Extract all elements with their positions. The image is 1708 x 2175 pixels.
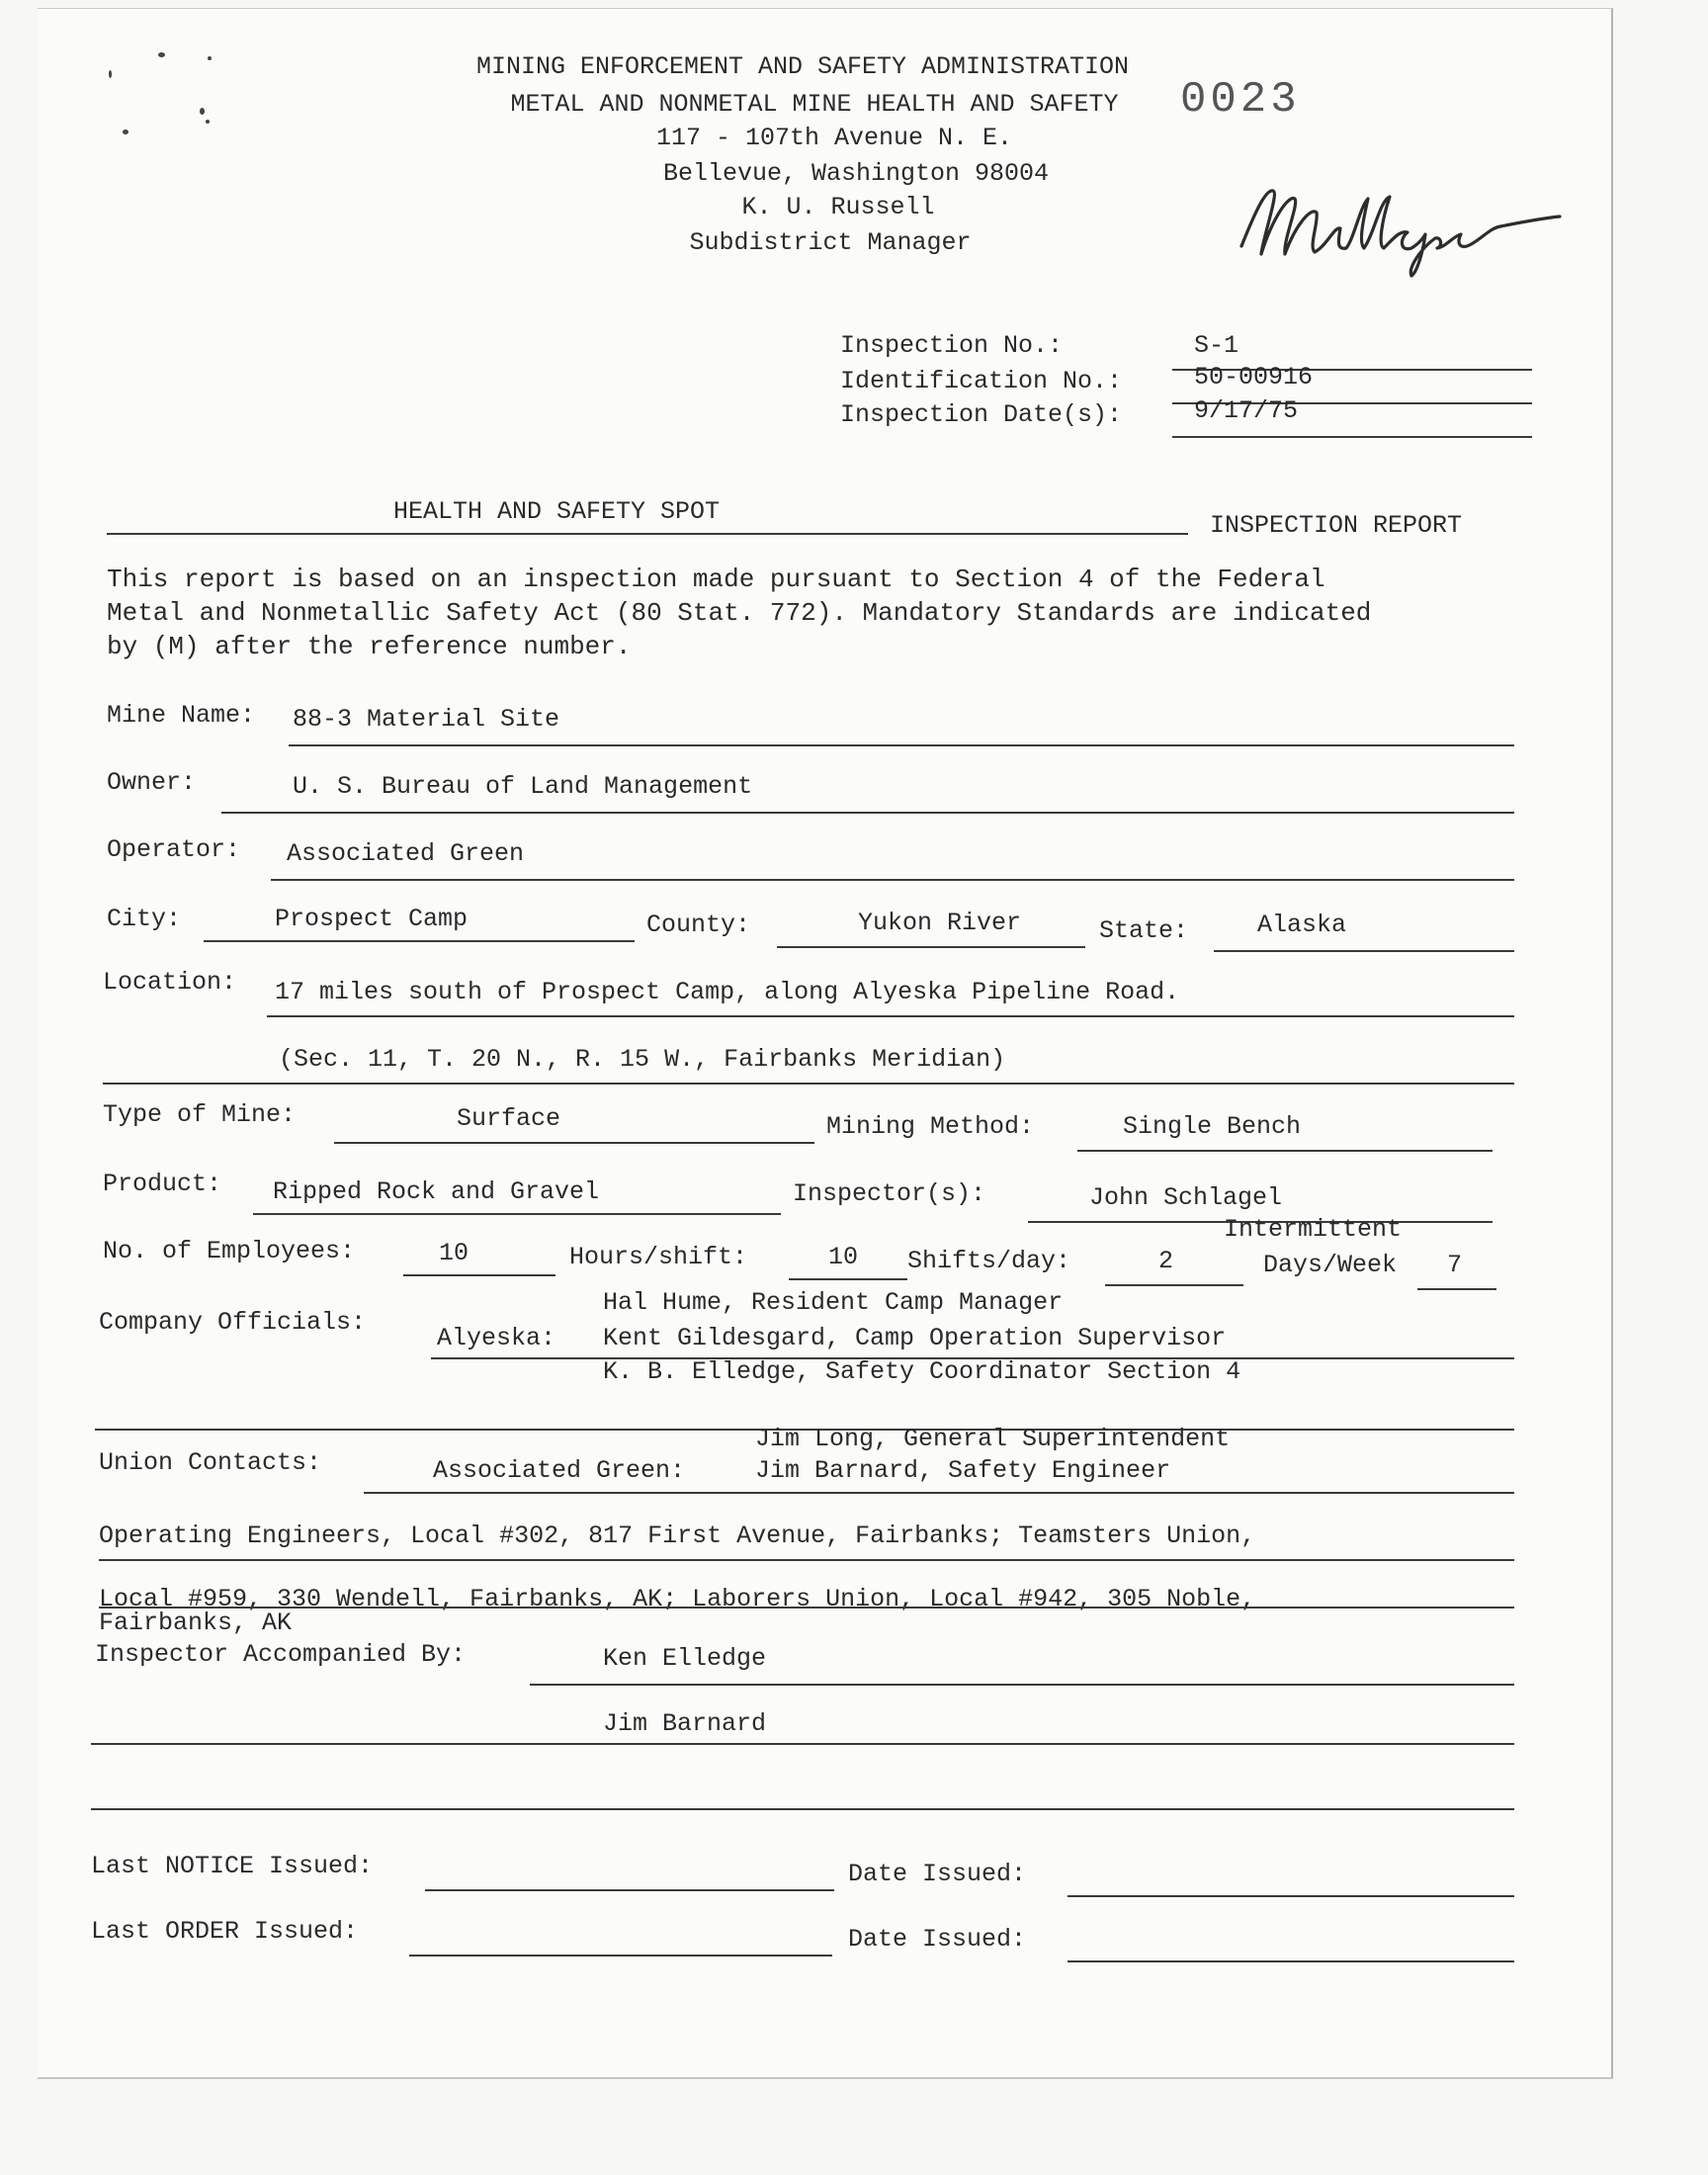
location-line-1 [267, 1015, 1514, 1017]
last-notice-line [425, 1889, 834, 1891]
mining-method-line [1077, 1150, 1493, 1152]
last-order-label: Last ORDER Issued: [91, 1917, 359, 1946]
report-type-value: HEALTH AND SAFETY SPOT [393, 497, 721, 526]
hours-label: Hours/shift: [569, 1243, 748, 1271]
officials-line-1: Hal Hume, Resident Camp Manager [603, 1288, 1064, 1317]
days-label: Days/Week [1263, 1251, 1398, 1279]
scan-speck [208, 56, 212, 60]
employees-label: No. of Employees: [103, 1237, 356, 1265]
accompanied-rule-3 [91, 1808, 1514, 1810]
division-name: METAL AND NONMETAL MINE HEALTH AND SAFETY [510, 90, 1119, 119]
union-rule-2 [99, 1559, 1514, 1561]
scan-speck [206, 120, 210, 124]
operator-label: Operator: [107, 835, 241, 864]
scan-speck [123, 130, 128, 134]
state-value: Alaska [1257, 911, 1347, 939]
address-line-1: 117 - 107th Avenue N. E. [655, 124, 1013, 152]
product-line [253, 1213, 781, 1215]
identification-number-label: Identification No.: [840, 367, 1123, 395]
accompanied-label: Inspector Accompanied By: [95, 1640, 467, 1669]
hours-value: 10 [828, 1243, 859, 1271]
manager-name: K. U. Russell [741, 193, 935, 221]
mine-type-line [334, 1142, 814, 1144]
inspector-label: Inspector(s): [793, 1179, 986, 1208]
mine-name-label: Mine Name: [107, 701, 256, 730]
officials-line-3: K. B. Elledge, Safety Coordinator Section 4 [603, 1357, 1241, 1386]
union-contacts-label: Union Contacts: [99, 1448, 322, 1477]
report-type-line [107, 533, 1188, 535]
intro-line-1: This report is based on an inspection made pursuant to Section 4 of the Federal [107, 565, 1325, 594]
union-line-3: Operating Engineers, Local #302, 817 First Avenue, Fairbanks; Teamsters Union, [99, 1522, 1256, 1550]
union-line-2: Jim Barnard, Safety Engineer [755, 1456, 1171, 1485]
shifts-label: Shifts/day: [907, 1247, 1071, 1275]
owner-line [221, 812, 1514, 814]
mine-name-line [289, 744, 1514, 746]
union-line-4: Local #959, 330 Wendell, Fairbanks, AK; Laborers Union, Local #942, 305 Noble, [99, 1585, 1256, 1613]
intro-line-3: by (M) after the reference number. [107, 632, 632, 661]
mine-type-value: Surface [457, 1104, 561, 1133]
handwritten-signature [1234, 177, 1570, 291]
operator-value: Associated Green [287, 839, 525, 868]
location-value-1: 17 miles south of Prospect Camp, along Alyeska Pipeline Road. [275, 978, 1180, 1006]
order-date-label: Date Issued: [848, 1925, 1027, 1954]
union-rule-1 [364, 1492, 1514, 1494]
identification-number-value: 50-00916 [1194, 363, 1314, 392]
last-order-line [409, 1955, 832, 1957]
scan-speck [200, 108, 205, 115]
intro-line-2: Metal and Nonmetallic Safety Act (80 Stat. 772). Mandatory Standards are indicated [107, 598, 1372, 628]
address-line-2: Bellevue, Washington 98004 [662, 159, 1050, 188]
operator-line [271, 879, 1514, 881]
location-line-2 [103, 1083, 1514, 1085]
employees-line [403, 1274, 555, 1276]
owner-value: U. S. Bureau of Land Management [293, 772, 753, 801]
union-line-5: Fairbanks, AK [99, 1609, 293, 1637]
notice-date-label: Date Issued: [848, 1860, 1027, 1888]
location-value-2: (Sec. 11, T. 20 N., R. 15 W., Fairbanks Meridian) [279, 1045, 1006, 1074]
hours-line [789, 1278, 907, 1280]
mine-name-value: 88-3 Material Site [293, 705, 560, 734]
union-rule-3 [99, 1607, 1514, 1609]
county-label: County: [646, 911, 751, 939]
accompanied-rule-2 [91, 1743, 1514, 1745]
county-value: Yukon River [858, 909, 1022, 937]
inspection-number-label: Inspection No.: [840, 331, 1064, 360]
mining-method-value: Single Bench [1123, 1112, 1302, 1141]
days-value: 7 [1447, 1251, 1463, 1279]
accompanied-person-2: Jim Barnard [603, 1709, 767, 1738]
scan-speck [158, 52, 165, 57]
last-notice-label: Last NOTICE Issued: [91, 1852, 374, 1880]
product-value: Ripped Rock and Gravel [273, 1177, 600, 1206]
state-line [1214, 950, 1514, 952]
inspection-date-value: 9/17/75 [1194, 396, 1299, 425]
shifts-value: 2 [1158, 1247, 1174, 1275]
document-page [38, 8, 1613, 2079]
days-line [1417, 1288, 1496, 1290]
union-company: Associated Green: [433, 1456, 686, 1485]
inspection-date-label: Inspection Date(s): [840, 400, 1123, 429]
employees-value: 10 [439, 1239, 470, 1267]
state-label: State: [1099, 916, 1189, 945]
stamp-number: 0023 [1180, 75, 1301, 125]
officials-company: Alyeska: [437, 1324, 556, 1352]
city-value: Prospect Camp [275, 905, 469, 933]
inspection-date-line [1172, 436, 1532, 438]
scan-speck [109, 70, 112, 78]
shifts-line [1105, 1284, 1243, 1286]
location-label: Location: [103, 968, 237, 997]
officials-line-2: Kent Gildesgard, Camp Operation Supervisor [603, 1324, 1227, 1352]
company-officials-label: Company Officials: [99, 1308, 367, 1337]
agency-name: MINING ENFORCEMENT AND SAFETY ADMINISTRATION [475, 52, 1130, 81]
notice-date-line [1068, 1895, 1514, 1897]
product-label: Product: [103, 1170, 222, 1198]
city-label: City: [107, 905, 182, 933]
union-line-1: Jim Long, General Superintendent [755, 1425, 1231, 1453]
mine-type-label: Type of Mine: [103, 1100, 297, 1129]
manager-title: Subdistrict Manager [689, 228, 972, 257]
county-line [777, 946, 1085, 948]
inspection-number-value: S-1 [1194, 331, 1239, 360]
city-line [204, 940, 635, 942]
order-date-line [1068, 1960, 1514, 1962]
mining-method-label: Mining Method: [826, 1112, 1035, 1141]
accompanied-rule-1 [530, 1684, 1514, 1686]
inspector-value: John Schlagel [1089, 1183, 1283, 1212]
days-note: Intermittent [1224, 1215, 1403, 1244]
report-type-suffix: INSPECTION REPORT [1210, 511, 1463, 540]
accompanied-person-1: Ken Elledge [603, 1644, 767, 1673]
owner-label: Owner: [107, 768, 197, 797]
